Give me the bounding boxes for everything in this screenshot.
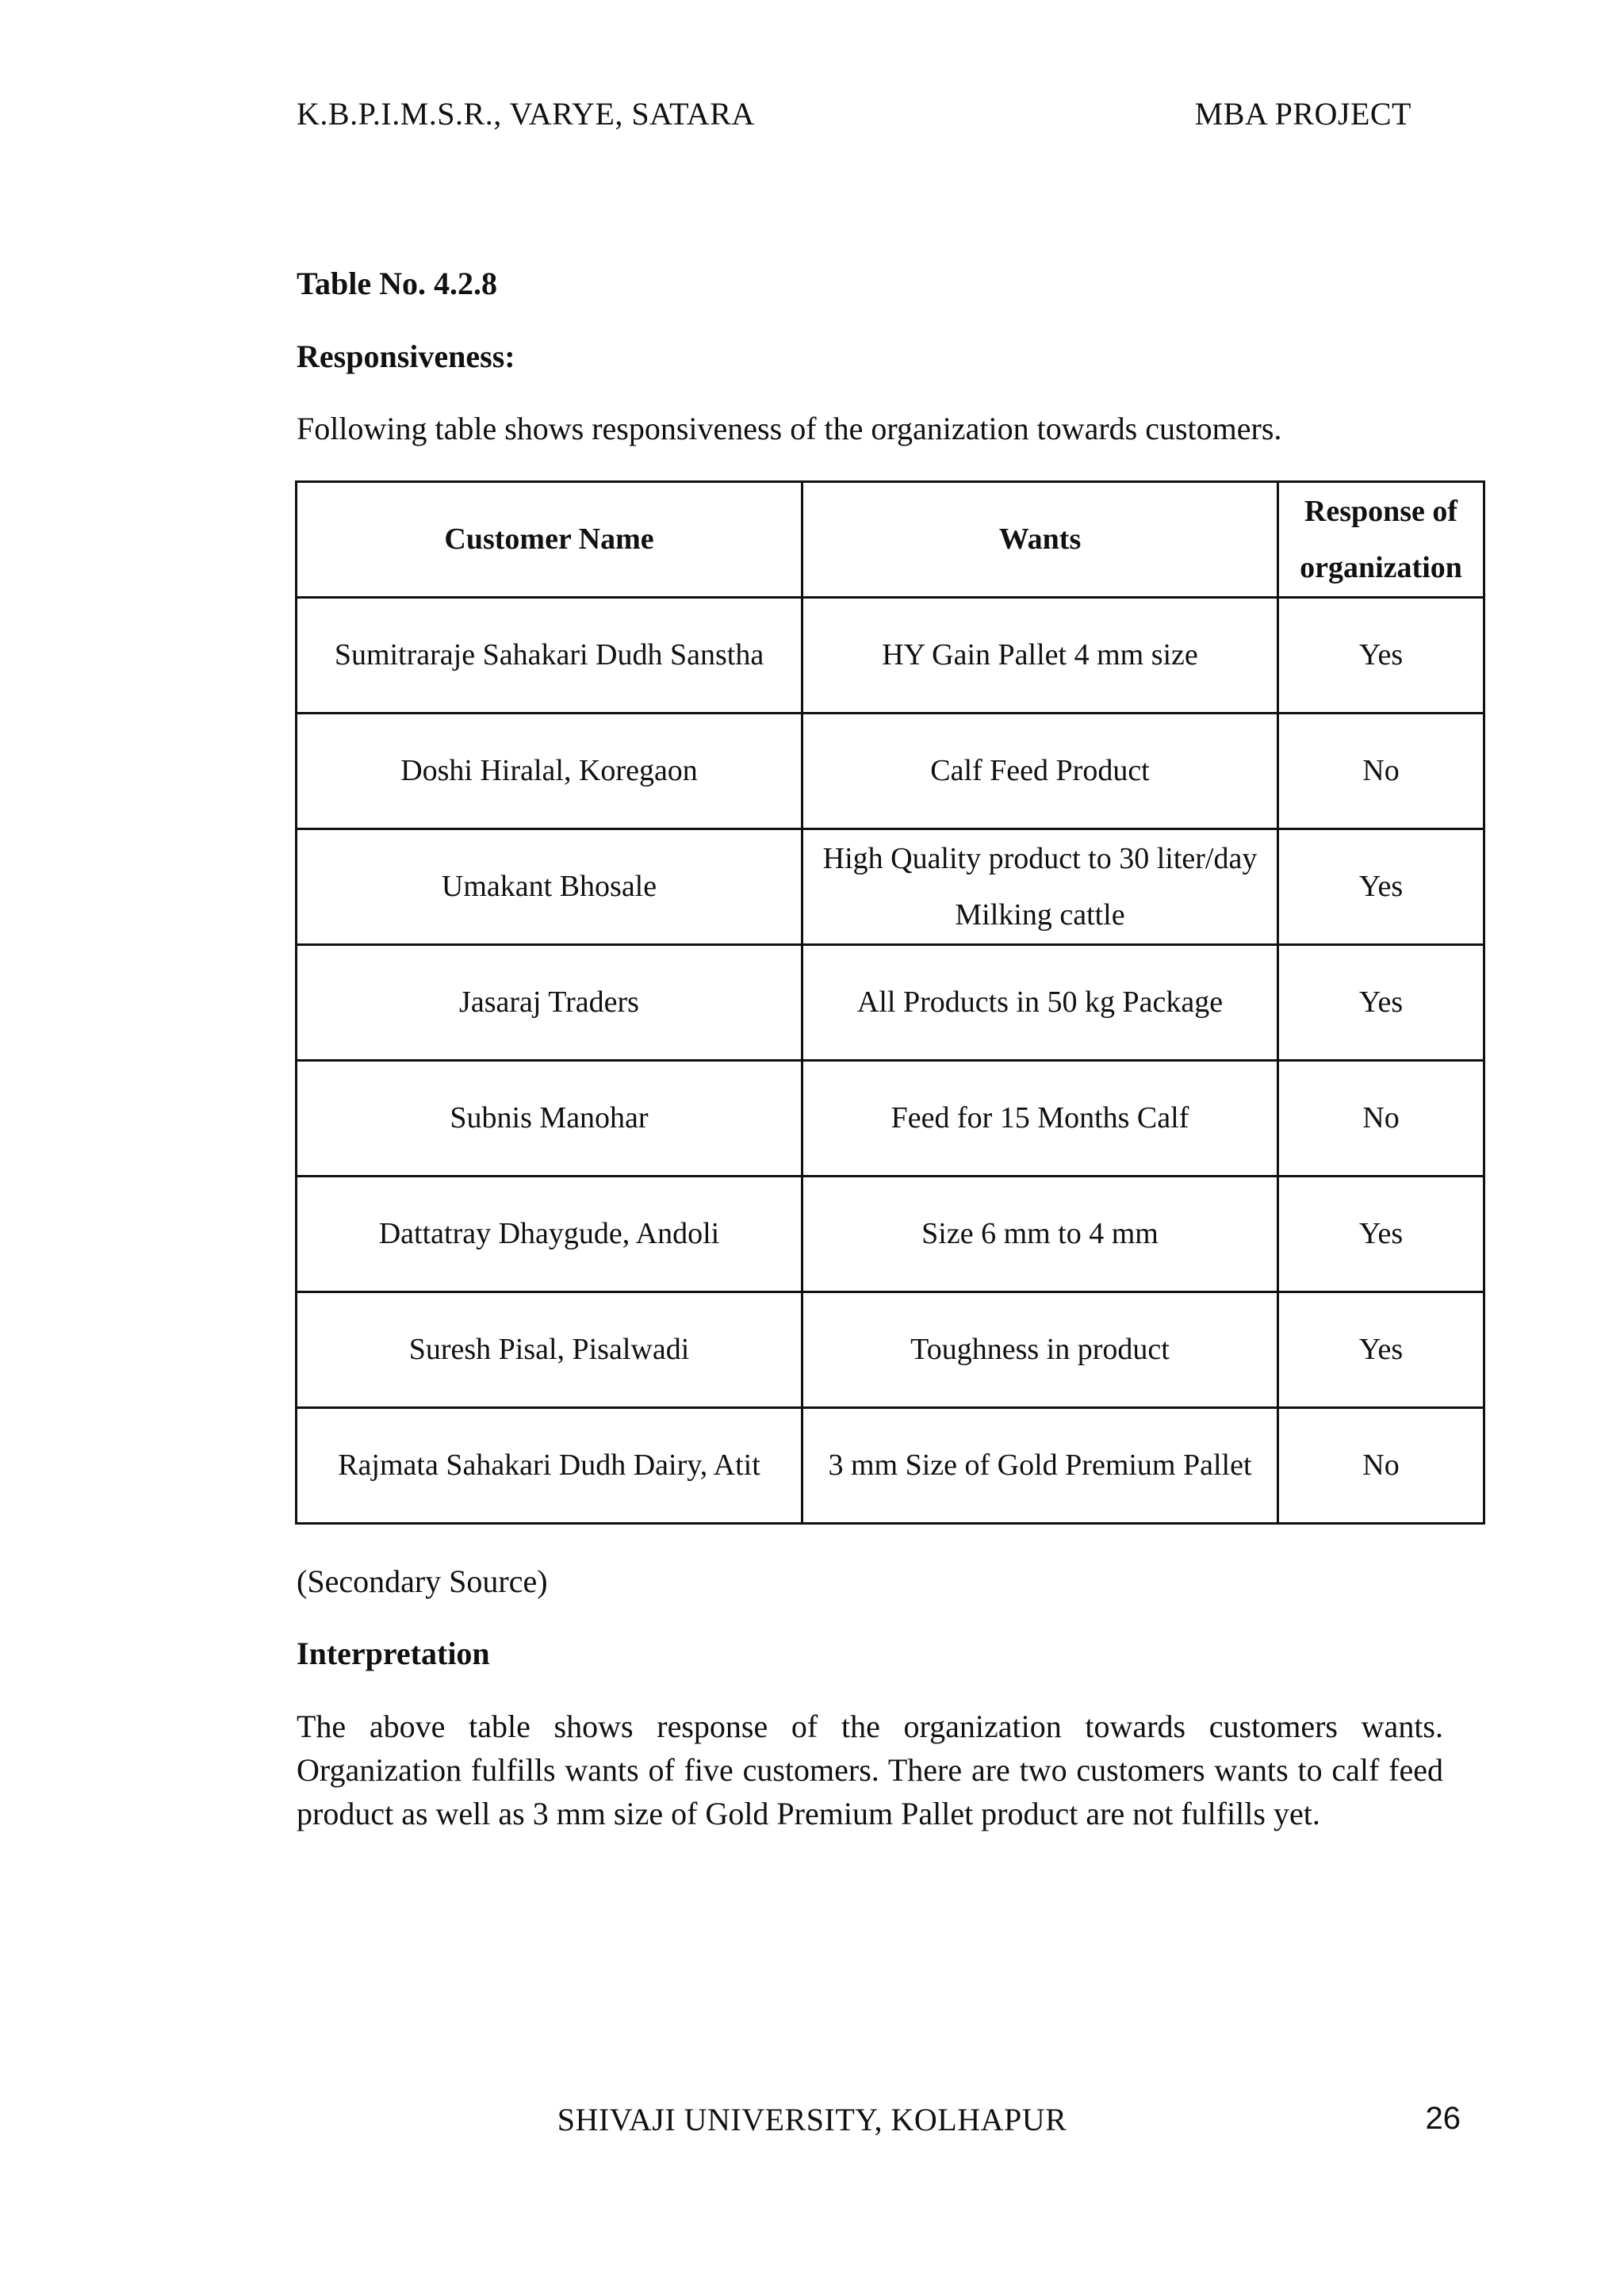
cell-customer: Rajmata Sahakari Dudh Dairy, Atit xyxy=(297,1408,802,1524)
cell-response: No xyxy=(1278,1408,1484,1524)
cell-response: No xyxy=(1278,714,1484,829)
cell-response: Yes xyxy=(1278,1177,1484,1292)
cell-wants: Toughness in product xyxy=(802,1292,1278,1408)
cell-wants: Calf Feed Product xyxy=(802,714,1278,829)
interpretation-body: The above table shows response of the organization towards customers wants. Organization fulfills wants of five customers. There are two customers wants to calf feed product as well as 3 mm size of Gold Premium Pallet product are not fulfills yet. xyxy=(297,1709,1443,1831)
table-row xyxy=(297,1292,1484,1408)
table-row xyxy=(297,945,1484,1061)
page-number: 26 xyxy=(1425,2101,1461,2136)
cell-customer: Subnis Manohar xyxy=(297,1061,802,1177)
header-response: Response of organization xyxy=(1278,482,1484,598)
cell-customer: Doshi Hiralal, Koregaon xyxy=(297,714,802,829)
cell-wants: HY Gain Pallet 4 mm size xyxy=(802,598,1278,714)
cell-wants: Feed for 15 Months Calf xyxy=(802,1061,1278,1177)
cell-customer: Sumitraraje Sahakari Dudh Sanstha xyxy=(297,598,802,714)
table-row xyxy=(297,714,1484,829)
table-row xyxy=(297,598,1484,714)
interpretation-title: Interpretation xyxy=(297,1636,490,1671)
cell-response: Yes xyxy=(1278,829,1484,945)
cell-wants: Size 6 mm to 4 mm xyxy=(802,1177,1278,1292)
cell-wants: All Products in 50 kg Package xyxy=(802,945,1278,1061)
cell-response: No xyxy=(1278,1061,1484,1177)
cell-wants: 3 mm Size of Gold Premium Pallet xyxy=(802,1408,1278,1524)
header-customer-name: Customer Name xyxy=(297,482,802,598)
header-institute: K.B.P.I.M.S.R., VARYE, SATARA xyxy=(297,96,755,132)
footer-university: SHIVAJI UNIVERSITY, KOLHAPUR xyxy=(557,2102,1067,2137)
cell-customer: Dattatray Dhaygude, Andoli xyxy=(297,1177,802,1292)
cell-response: Yes xyxy=(1278,945,1484,1061)
table-row xyxy=(297,1177,1484,1292)
intro-text: Following table shows responsiveness of the organization towards customers. xyxy=(297,411,1282,446)
cell-customer: Suresh Pisal, Pisalwadi xyxy=(297,1292,802,1408)
table-number: Table No. 4.2.8 xyxy=(297,266,498,301)
table-row xyxy=(297,1061,1484,1177)
table-row xyxy=(297,829,1484,945)
responsiveness-table xyxy=(295,480,1485,1525)
header-project: MBA PROJECT xyxy=(1194,96,1411,132)
cell-customer: Jasaraj Traders xyxy=(297,945,802,1061)
cell-customer: Umakant Bhosale xyxy=(297,829,802,945)
source-note: (Secondary Source) xyxy=(297,1563,548,1599)
cell-response: Yes xyxy=(1278,1292,1484,1408)
cell-response: Yes xyxy=(1278,598,1484,714)
table-header-row xyxy=(297,482,1484,598)
table-row xyxy=(297,1408,1484,1524)
header-wants: Wants xyxy=(802,482,1278,598)
section-title: Responsiveness: xyxy=(297,339,515,374)
cell-wants: High Quality product to 30 liter/day Milking cattle xyxy=(802,829,1278,945)
